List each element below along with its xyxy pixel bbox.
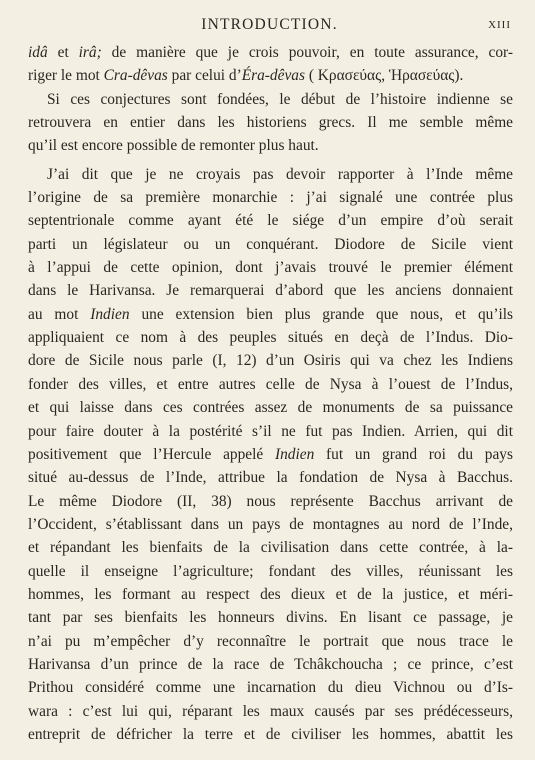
text-line	[28, 420, 513, 443]
text-run: et répandant les bienfaits de la civilisation dans cette contrée, à la-	[28, 539, 513, 557]
text-line	[28, 326, 513, 349]
text-line	[28, 256, 513, 279]
text-run: J’ai dit que je ne croyais pas devoir rapporter à l’Inde même	[47, 165, 513, 183]
text-run: dans le Harivansa. Je remarquerai d’abord que les anciens donnaient	[28, 282, 513, 300]
text-line	[28, 536, 513, 559]
text-line	[28, 163, 513, 186]
text-line	[28, 630, 513, 653]
text-line	[28, 490, 513, 513]
text-line	[28, 41, 513, 64]
text-run: qu’il est encore possible de remonter plus haut.	[28, 137, 319, 155]
text-run: septentrionale comme ayant été le siége d’un empire d’où serait	[28, 212, 513, 230]
text-line	[28, 583, 513, 606]
page-header	[28, 14, 511, 40]
italic-text: Indien	[90, 305, 130, 323]
text-line	[28, 466, 513, 489]
text-line	[28, 396, 513, 419]
text-line	[28, 233, 513, 256]
text-run: wara : c’est lui qui, réparant les maux causés par ses prédécesseurs,	[28, 702, 513, 720]
text-run: fonder des villes, et entre autres celle de Nysa à l’ouest de l’Indus,	[28, 375, 513, 393]
text-run: l’origine de sa première monarchie : j’ai signalé une contrée plus	[28, 189, 513, 207]
text-run: entreprit de défricher la terre et de civiliser les hommes, abattit les	[28, 725, 513, 743]
text-line	[28, 186, 513, 209]
text-run: pour faire douter à la postérité s’il ne fut pas Indien. Arrien, qui dit	[28, 422, 513, 440]
text-line	[28, 373, 513, 396]
text-line	[28, 513, 513, 536]
text-run: situé au-dessus de l’Inde, attribue la fondation de Nysa à Bacchus.	[28, 469, 513, 487]
page-number: XIII	[488, 19, 511, 31]
text-run: retrouvera en entier dans les historiens grecs. Il me semble même	[28, 114, 513, 132]
text-run: Prithou considéré comme une incarnation du dieu Vichnou ou d’Is-	[28, 679, 513, 697]
text-line	[28, 676, 513, 699]
italic-text: idâ	[28, 44, 48, 61]
italic-text: Indien	[274, 445, 315, 463]
text-line	[28, 134, 513, 157]
text-run: et	[47, 44, 79, 61]
text-run: Harivansa d’un prince de la race de Tchâkchoucha ; ce prince, c’est	[28, 655, 513, 673]
italic-text: irâ;	[78, 44, 102, 61]
text-run: riger le mot	[28, 67, 104, 85]
italic-text: Cra-dêvas	[103, 67, 168, 85]
text-line	[28, 349, 513, 372]
text-line	[28, 723, 513, 746]
text-line	[28, 700, 513, 723]
text-line	[28, 606, 513, 629]
running-title: INTRODUCTION.	[201, 16, 338, 33]
text-run: par celui d’	[167, 67, 242, 85]
text-line	[28, 88, 513, 111]
text-line	[28, 303, 513, 326]
text-run: Si ces conjectures sont fondées, le début de l’histoire indienne se	[47, 90, 513, 108]
text-run: ( Κρασεύας, Ἡρασεύας).	[304, 67, 464, 85]
text-run: n’ai pu m’empêcher d’y reconnaître le portrait que nous trace le	[28, 632, 513, 650]
text-run: de manière que je crois pouvoir, en toute assurance, cor-	[101, 44, 513, 61]
text-line	[28, 443, 513, 466]
text-run: tant par ses bienfaits les honneurs divins. En lisant ce passage, je	[28, 609, 513, 627]
text-run: dore de Sicile nous parle (I, 12) d’un Osiris qui va chez les Indiens	[28, 352, 513, 370]
text-run: positivement que l’Hercule appelé	[28, 445, 275, 463]
body-text	[28, 41, 513, 746]
text-run: quelle il enseigne l’agriculture; fondant des villes, réunissant les	[28, 562, 513, 580]
text-line	[28, 64, 513, 87]
text-run: au mot	[28, 305, 91, 323]
text-run: hommes, les formant au respect des dieux et de la justice, et méri-	[28, 585, 513, 603]
text-run: et qui laisse dans ces contrées assez de monuments de sa puissance	[28, 399, 513, 417]
italic-text: Éra-dêvas	[241, 67, 305, 85]
text-line	[28, 209, 513, 232]
text-line	[28, 653, 513, 676]
text-line	[28, 279, 513, 302]
text-run: appliquaient ce nom à des peuples situés en deçà de l’Indus. Dio-	[28, 329, 513, 347]
text-run: une extension bien plus grande que nous, et qu’ils	[129, 305, 514, 323]
text-line	[28, 111, 513, 134]
text-run: fut un grand roi du pays	[314, 445, 513, 463]
text-run: à l’appui de cette opinion, dont j’avais trouvé le premier élément	[28, 259, 513, 277]
text-run: l’Occident, s’établissant dans un pays de montagnes au nord de l’Inde,	[28, 515, 513, 533]
text-line	[28, 560, 513, 583]
text-run: Le même Diodore (II, 38) nous représente Bacchus arrivant de	[28, 492, 513, 510]
text-run: parti un législateur ou un conquérant. Diodore de Sicile vient	[28, 235, 513, 253]
